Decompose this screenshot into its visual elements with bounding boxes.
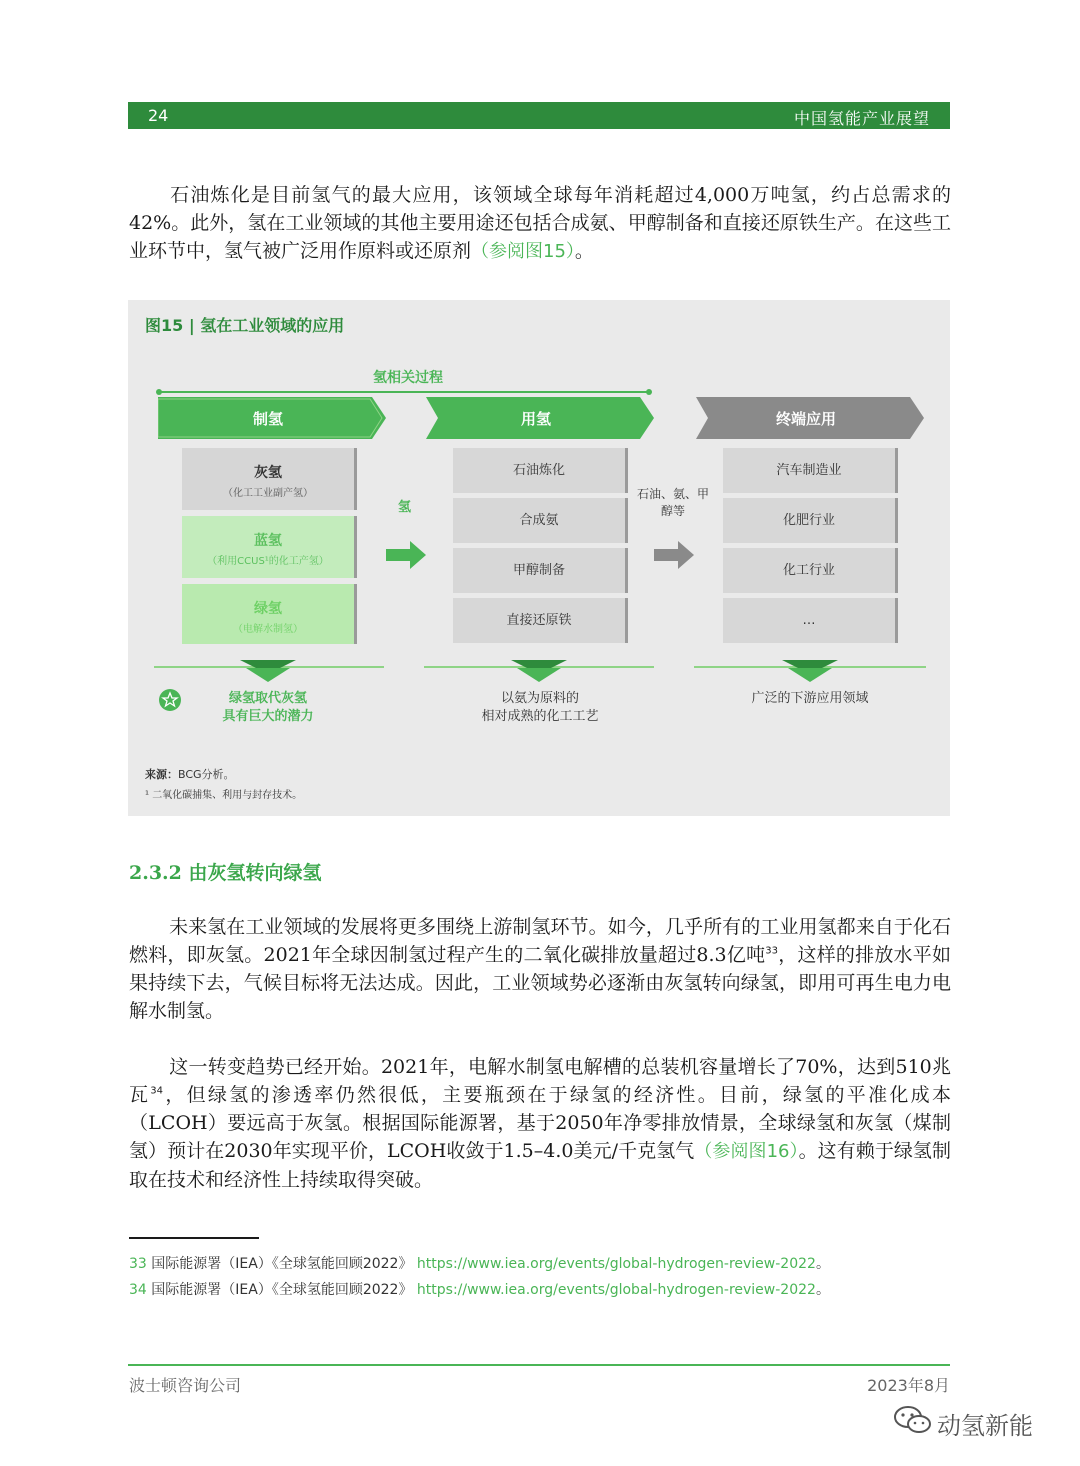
- figure-title: 图15 | 氢在工业领域的应用: [145, 316, 345, 335]
- running-title: 中国氢能产业展望: [793, 109, 930, 128]
- section-heading: 2.3.2 由灰氢转向绿氢: [129, 862, 322, 884]
- footnote-text: 国际能源署（IEA）《全球氢能回顾2022》: [151, 1282, 413, 1298]
- footer-rule: [128, 1364, 950, 1366]
- usage-box-refining: 石油炼化: [453, 448, 625, 493]
- chevron-down-icon: [511, 660, 567, 682]
- figure-15: [128, 300, 950, 816]
- stage-label-production: 制氢: [252, 410, 283, 428]
- footnote-link[interactable]: https://www.iea.org/events/global-hydrogen-review-2022: [416, 1282, 816, 1298]
- paragraph-3: [129, 1053, 951, 1194]
- source-label: 来源：: [145, 768, 178, 781]
- footnote-ref-33[interactable]: 33: [765, 945, 779, 957]
- footnote-end: 。: [815, 1282, 830, 1298]
- stage-banner-end-use: [696, 397, 924, 439]
- figure-footnote: ¹ 二氧化碳捕集、利用与封存技术。: [145, 790, 303, 801]
- end-use-box-auto: 汽车制造业: [723, 448, 895, 493]
- stage-label-end-use: 终端应用: [775, 410, 836, 428]
- source-text: BCG分析。: [178, 768, 235, 781]
- figure-source: [145, 766, 235, 782]
- grey-hydrogen-label: 灰氢: [254, 465, 282, 481]
- wechat-watermark: [893, 1404, 1053, 1438]
- usage-box-methanol: 甲醇制备: [453, 548, 625, 593]
- stage-label-usage: 用氢: [520, 410, 551, 428]
- green-hydrogen-box: [182, 584, 354, 644]
- chevron-down-icon: [240, 660, 296, 682]
- footnote-34: [129, 1279, 830, 1299]
- footnote-number: 33: [129, 1256, 147, 1272]
- star-badge-icon: [158, 688, 182, 712]
- watermark-text: 动氢新能: [937, 1412, 1033, 1440]
- para2-text-2: ，这样的排放水平如果持续下去，气候目标将无法达成。因此，工业领域势必逐渐由灰氢转向绿氢，即用可再生电力电解水制氢。: [129, 944, 951, 1022]
- footer-publisher: 波士顿咨询公司: [129, 1376, 242, 1395]
- blue-hydrogen-box: [182, 516, 354, 578]
- para3-text-1: 这一转变趋势已经开始。2021年，电解水制氢电解槽的总装机容量增长了70%，达到510兆瓦: [129, 1056, 951, 1106]
- intro-paragraph: [129, 181, 951, 266]
- para3-text-3: 。这有赖于绿氢制取在技术和经济性上持续取得突破。: [129, 1140, 951, 1191]
- figure-15-link[interactable]: （参阅图15）: [471, 241, 575, 262]
- conclusion-usage-line-1: 以氨为原料的: [500, 691, 579, 706]
- chevron-down-icon: [782, 660, 838, 682]
- usage-box-dri: 直接还原铁: [453, 598, 625, 643]
- conclusion-green-line-2: 具有巨大的潜力: [222, 709, 314, 724]
- footer-date: 2023年8月: [867, 1376, 950, 1395]
- stage-banner-production: [158, 397, 386, 439]
- paragraph-2: [129, 913, 951, 1025]
- footnote-33: [129, 1253, 830, 1273]
- conclusion-green-hydrogen: [198, 690, 338, 726]
- footnote-number: 34: [129, 1282, 147, 1298]
- green-hydrogen-label: 绿氢: [254, 601, 282, 617]
- end-use-box-more: …: [723, 598, 895, 643]
- footnote-end: 。: [815, 1256, 830, 1272]
- wechat-icon: [893, 1404, 933, 1436]
- conclusion-usage-line-2: 相对成熟的化工工艺: [481, 709, 599, 724]
- page-header-bar: [128, 102, 950, 129]
- blue-hydrogen-desc: （利用CCUS¹的化工产氢）: [207, 556, 329, 567]
- figure-16-link[interactable]: （参阅图16）: [694, 1141, 799, 1162]
- footnote-rule: [129, 1237, 259, 1239]
- gray-arrow-icon: [654, 541, 694, 569]
- intro-text: 石油炼化是目前氢气的最大应用，该领域全球每年消耗超过4,000万吨氢，约占总需求的42%。此外，氢在工业领域的其他主要用途还包括合成氨、甲醇制备和直接还原铁生产。在这些工业环节中，氢气被广泛用作原料或还原剂: [129, 184, 951, 262]
- conclusion-end-use-line-1: 广泛的下游应用领域: [751, 691, 869, 706]
- stage-banner-usage: [426, 397, 654, 439]
- end-use-box-fertilizer: 化肥行业: [723, 498, 895, 543]
- intermediate-products-label: 石油、氨、甲醇等: [636, 487, 709, 518]
- hydrogen-arrow-label: 氢: [398, 500, 412, 515]
- footnote-text: 国际能源署（IEA）《全球氢能回顾2022》: [151, 1256, 413, 1272]
- process-label: 氢相关过程: [373, 370, 443, 386]
- green-hydrogen-desc: （电解水制氢）: [233, 624, 303, 635]
- conclusion-green-line-1: 绿氢取代灰氢: [228, 691, 307, 706]
- para2-text-1: 未来氢在工业领域的发展将更多围绕上游制氢环节。如今，几乎所有的工业用氢都来自于化石燃料，即灰氢。2021年全球因制氢过程产生的二氧化碳排放量超过8.3亿吨: [129, 916, 951, 966]
- para3-text-2: ，但绿氢的渗透率仍然很低，主要瓶颈在于绿氢的经济性。目前，绿氢的平准化成本（LCOH）要远高于灰氢。根据国际能源署，基于2050年净零排放情景，全球绿氢和灰氢（煤制氢）预计在2030年实现平价，LCOH收敛于1.5–4.0美元/千克氢气: [129, 1084, 951, 1162]
- conclusion-usage: [448, 690, 632, 726]
- grey-hydrogen-desc: （化工工业副产氢）: [223, 488, 313, 499]
- conclusion-end-use: [718, 690, 902, 708]
- page-number: 24: [148, 106, 169, 125]
- footnote-ref-34[interactable]: 34: [150, 1085, 164, 1097]
- usage-box-ammonia: 合成氨: [453, 498, 625, 543]
- intro-end: 。: [574, 240, 594, 262]
- footnote-link[interactable]: https://www.iea.org/events/global-hydrogen-review-2022: [416, 1256, 816, 1272]
- end-use-box-chemical: 化工行业: [723, 548, 895, 593]
- grey-hydrogen-box: [182, 448, 354, 510]
- green-arrow-icon: [386, 541, 426, 569]
- blue-hydrogen-label: 蓝氢: [254, 533, 282, 549]
